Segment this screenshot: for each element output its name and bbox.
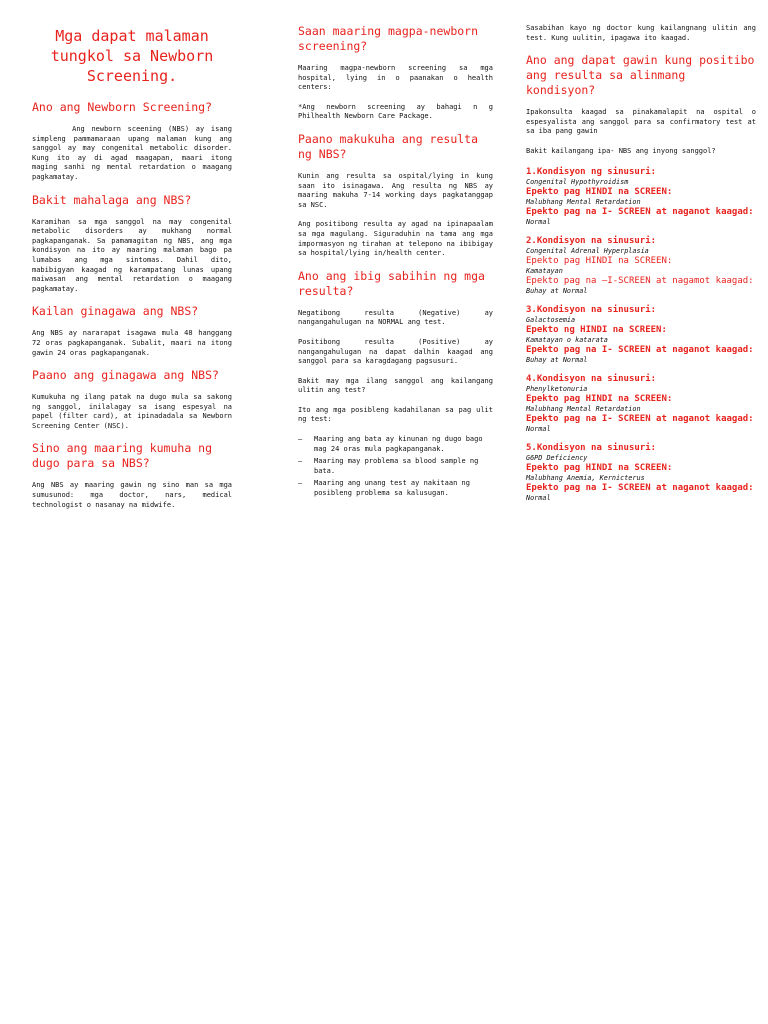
text-paano-ginagawa: Kumukuha ng ilang patak na dugo mula sa sakong ng sanggol, inilalagay sa isang espesyal na papel (filter card), at ipinadadala sa Newborn Screening Center (NSC).	[32, 393, 237, 430]
text-positibo: Positibong resulta (Positive) ay nangangahulugan na dapat dalhin kaagad ang sanggol para sa karagdagang pagsusuri.	[298, 337, 498, 366]
hindi-screen-label: Epekto pag HINDI na SCREEN:	[526, 255, 673, 266]
heading-resulta-makukuha: Paano makukuha ang resulta ng NBS?	[298, 131, 479, 161]
screened-label: Epekto pag na –I-SCREEN at nagamot kaagad:	[526, 275, 754, 286]
text-bakit-ipa-nbs: Bakit kailangang ipa- NBS ang inyong sanggol?	[526, 146, 716, 155]
hindi-screen-label: Epekto pag HINDI na SCREEN:	[526, 186, 673, 197]
screened-result: Normal	[526, 217, 551, 226]
heading-saan: Saan maaring magpa-newborn screening?	[298, 24, 479, 53]
text-saan-2: *Ang newborn screening ay bahagi n g Philhealth Newborn Care Package.	[298, 102, 498, 121]
screened-label: Epekto pag na I- SCREEN at naganot kaagad:	[526, 413, 754, 424]
text-kadahilanan: Ito ang mga posibleng kadahilanan sa pag ulit ng test:	[298, 405, 498, 424]
hindi-screen-label: Epekto pag HINDI na SCREEN:	[526, 462, 673, 473]
condition-title: 2.Kondisyon na sinusuri:	[526, 235, 657, 246]
condition-title: 1.Kondisyon ng sinusuri:	[526, 166, 657, 177]
column-2	[298, 24, 498, 507]
column-1	[32, 24, 237, 520]
text-kailan: Ang NBS ay nararapat isagawa mula 48 hanggang 72 oras pagkapanganak. Subalit, maari na itong gawin 24 oras pagkapanganak.	[32, 329, 237, 357]
screened-result: Normal	[526, 424, 551, 433]
hindi-screen-effect: Kamatayan	[526, 266, 563, 275]
brochure-title: Mga dapat malaman tungkol sa Newborn Screening.	[50, 27, 214, 85]
text-bakit-mahalaga: Karamihan sa mga sanggol na may congenital metabolic disorders ay mukhang normal pagkapanganak. Sa pamamagitan ng NBS, ang mga kondisyon na ito ay maaring malaman bago pa lumabas ang mga sintomas. Dahil dito, mabibigyan kaagad ng karampatang lunas upang maiwasan ang mental retardation o maagang pagkamatay.	[32, 217, 237, 293]
screened-result: Buhay at Normal	[526, 355, 588, 364]
condition-title: 3.Kondisyon na sinusuri:	[526, 304, 657, 315]
condition-name: Galactosemia	[526, 315, 576, 324]
text-saan-1: Maaring magpa-newborn screening sa mga hospital, lying in o paanakan o health centers:	[298, 64, 498, 92]
screened-result: Buhay at Normal	[526, 286, 588, 295]
screened-label: Epekto pag na I- SCREEN at naganot kaagad:	[526, 344, 754, 355]
screened-label: Epekto pag na I- SCREEN at naganot kaagad:	[526, 206, 754, 217]
condition-name: G6PD Deficiency	[526, 453, 588, 462]
condition-name: Congenital Adrenal Hyperplasia	[526, 246, 649, 255]
text-intro: Sasabihan kayo ng doctor kung kailangnang ulitin ang test. Kung uulitin, ipagawa ito kaagad.	[526, 24, 761, 42]
list-item: – Maaring ang bata ay kinunan ng dugo bago mag 24 oras mula pagkapanganak.	[298, 435, 493, 454]
condition-name: Phenylketonuria	[526, 384, 588, 393]
text-resulta-2: Ang positibong resulta ay agad na ipinapaalam sa mga magulang. Siguraduhin na tama ang mga impormasyon ng tirahan at telepono na ibibigay sa hospital/lying in/health center.	[298, 220, 498, 258]
heading-kailan: Kailan ginagawa ang NBS?	[32, 304, 199, 319]
condition-3	[526, 305, 756, 365]
column-3	[526, 24, 761, 512]
screened-label: Epekto pag na I- SCREEN at naganot kaagad:	[526, 482, 754, 493]
reasons-list	[298, 435, 493, 499]
hindi-screen-effect: Malubhang Anemia, Kernicterus	[526, 473, 645, 482]
screened-result: Normal	[526, 493, 551, 502]
condition-title: 4.Kondisyon na sinusuri:	[526, 373, 657, 384]
text-bakit-ulitin: Bakit may mga ilang sanggol ang kailangang ulitin ang test?	[298, 376, 498, 395]
heading-paano-ginagawa: Paano ang ginagawa ang NBS?	[32, 368, 219, 383]
hindi-screen-effect: Malubhang Mental Retardation	[526, 404, 641, 413]
condition-4	[526, 374, 756, 434]
condition-title: 5.Kondisyon na sinusuri:	[526, 442, 657, 453]
heading-ano-ang-nbs: Ano ang Newborn Screening?	[32, 100, 213, 114]
heading-sino-kumuha: Sino ang maaring kumuha ng dugo para sa NBS?	[32, 441, 213, 471]
condition-name: Congenital Hypothyroidism	[526, 177, 629, 186]
condition-1	[526, 167, 756, 227]
text-sino-kumuha: Ang NBS ay maaring gawin ng sino man sa mga sumusunod: mga doctor, nars, medical technologist o nasanay na midwife.	[32, 481, 237, 509]
text-ano-ang-nbs: Ang newborn sceening (NBS) ay isang simpleng pammamaraan upang malaman kung ang sanggol ay may congenital metabolic disorder. Kung ito ay di agad maagapan, maari itong maging sanhi ng mental retardation o maagang pagkamatay.	[32, 125, 237, 181]
hindi-screen-effect: Kamatayan o katarata	[526, 335, 608, 344]
text-resulta-1: Kunin ang resulta sa ospital/lying in kung saan ito isinagawa. Ang resulta ng NBS ay maaring makuha 7-14 working days pagkatanggap sa NSC.	[298, 171, 498, 209]
list-item: – Maaring ang unang test ay nakitaan ng posibleng problema sa kalusugan.	[298, 479, 493, 498]
text-negatibo: Negatibong resulta (Negative) ay nangangahulugan na NORMAL ang test.	[298, 308, 498, 327]
text-ipakonsulta: Ipakonsulta kaagad sa pinakamalapit na ospital o espesyalista ang sanggol para sa confirmatory test at sa iba pang gawin	[526, 108, 761, 136]
heading-ibig-sabihin: Ano ang ibig sabihin ng mga resulta?	[298, 268, 485, 298]
heading-dapat-gawin: Ano ang dapat gawin kung positibo ang resulta sa alinmang kondisyon?	[526, 53, 755, 98]
list-item: – Maaring may problema sa blood sample ng bata.	[298, 457, 493, 476]
condition-5	[526, 443, 756, 503]
hindi-screen-effect: Malubhang Mental Retardation	[526, 197, 641, 206]
hindi-screen-label: Epekto pag HINDI na SCREEN:	[526, 393, 673, 404]
condition-2	[526, 236, 756, 296]
hindi-screen-label: Epekto ng HINDI na SCREEN:	[526, 324, 667, 335]
heading-bakit-mahalaga: Bakit mahalaga ang NBS?	[32, 192, 192, 207]
